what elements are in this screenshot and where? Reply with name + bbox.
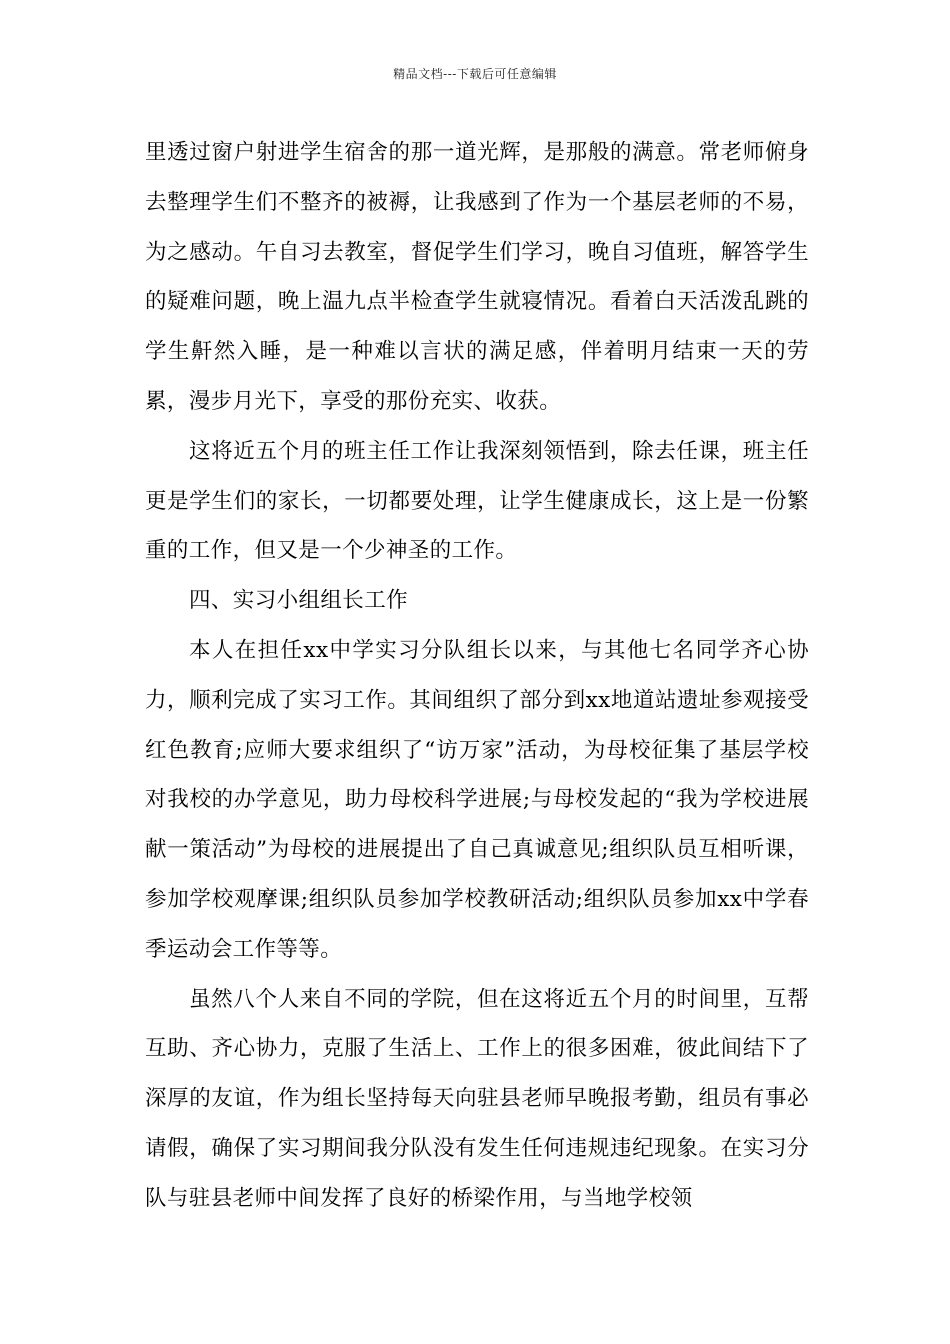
paragraph-continuation: 里透过窗户射进学生宿舍的那一道光辉，是那般的满意。常老师俯身去整理学生们不整齐的被褥，让我感到了作为一个基层老师的不易，为之感动。午自习去教室，督促学生们学习，晚自习值班，解答学生的疑难问题，晚上温九点半检查学生就寝情况。看着白天活泼乱跳的学生鼾然入睡，是一种难以言状的满足感，伴着明月结束一天的劳累，漫步月光下，享受的那份充实、收获。	[145, 140, 809, 414]
section-heading: 四、实习小组组长工作	[189, 588, 409, 614]
page-header: 精品文档---下载后可任意编辑	[393, 67, 557, 81]
paragraph-team-cooperation: 虽然八个人来自不同的学院，但在这将近五个月的时间里，互帮互助、齐心协力，克服了生活上、工作上的很多困难，彼此间结下了深厚的友谊，作为组长坚持每天向驻县老师早晚报考勤，组员有事必请假，确保了实习期间我分队没有发生任何违规违纪现象。在实习分队与驻县老师中间发挥了良好的桥梁作用，与当地学校领	[145, 986, 809, 1211]
document-body	[145, 128, 809, 1224]
paragraph-head-teacher-reflection: 这将近五个月的班主任工作让我深刻领悟到，除去任课，班主任更是学生们的家长，一切都要处理，让学生健康成长，这上是一份繁重的工作，但又是一个少神圣的工作。	[145, 438, 809, 564]
paragraph-group-leader-work: 本人在担任xx中学实习分队组长以来，与其他七名同学齐心协力，顺利完成了实习工作。其间组织了部分到xx地道站遗址参观接受红色教育;应师大要求组织了“访万家”活动，为母校征集了基层学校对我校的办学意见，助力母校科学进展;与母校发起的“我为学校进展献一策活动”为母校的进展提出了自己真诚意见;组织队员互相听课，参加学校观摩课;组织队员参加学校教研活动;组织队员参加xx中学春季运动会工作等等。	[145, 637, 809, 962]
